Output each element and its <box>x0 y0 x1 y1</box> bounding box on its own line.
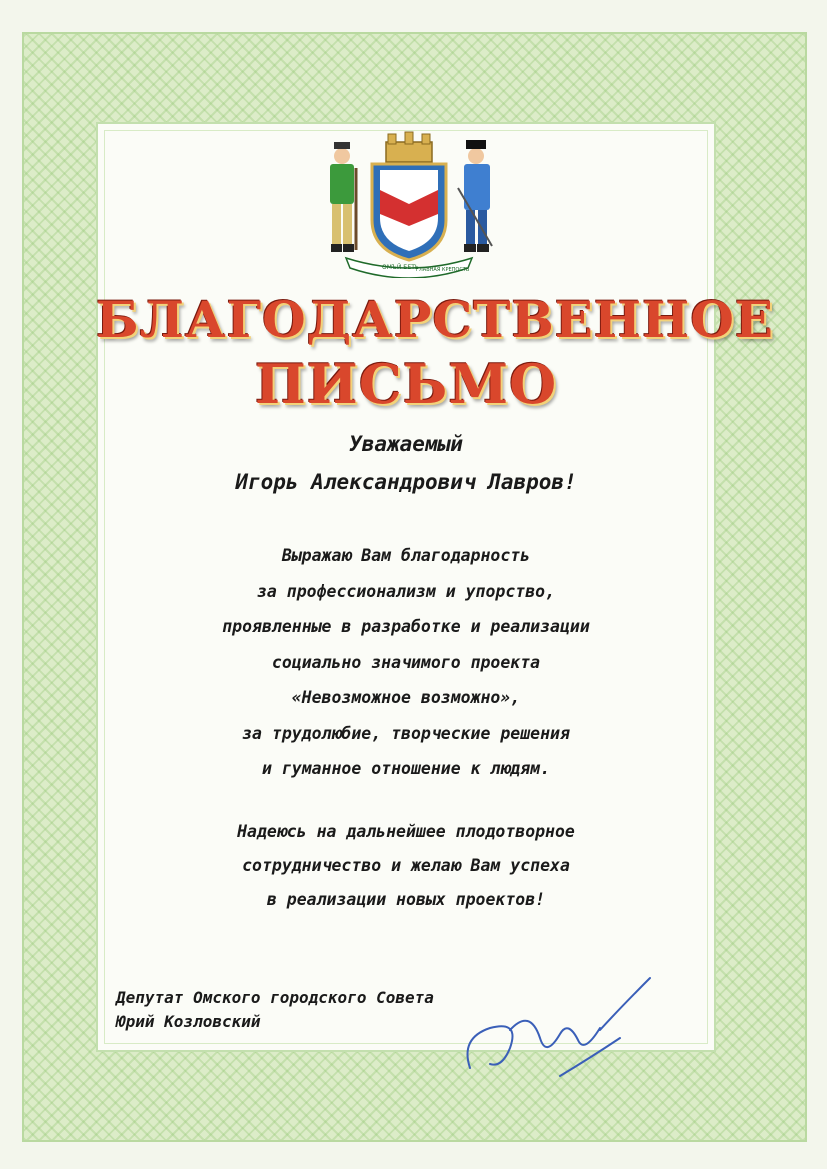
body-line: и гуманное отношение к людям. <box>261 759 551 778</box>
body-line: проявленные в разработке и реализации <box>222 617 590 636</box>
closing-line: в реализации новых проектов! <box>266 890 546 909</box>
handwritten-signature <box>450 968 670 1088</box>
closing-line: Надеюсь на дальнейшее плодотворное <box>237 822 575 841</box>
body-line: за трудолюбие, творческие решения <box>242 723 570 743</box>
shield-icon <box>372 164 446 260</box>
body-line: Выражаю Вам благодарность <box>281 546 531 565</box>
recipient-name: Игорь Александрович Лавров! <box>235 470 577 494</box>
right-supporter-figure <box>458 140 492 252</box>
signer-block <box>116 986 434 1034</box>
letter-closing <box>96 815 716 917</box>
body-line: за профессионализм и упорство, <box>256 581 555 601</box>
letter-body <box>96 538 716 787</box>
closing-line: сотрудничество и желаю Вам успеха <box>242 856 570 875</box>
emblem-motto-left: ОМЪЙ БЕТЬ <box>382 264 419 271</box>
signer-name: Юрий Козловский <box>116 1012 261 1031</box>
left-supporter-figure <box>330 142 356 252</box>
title-line-2: ПИСЬМО <box>254 352 558 416</box>
emblem-motto-right: ГЛАВНАЯ КРЕПОСТЬ <box>416 267 470 273</box>
coat-of-arms-emblem <box>316 128 502 278</box>
greeting-salutation: Уважаемый <box>349 432 463 456</box>
signer-position: Депутат Омского городского Совета <box>116 988 434 1007</box>
title-line-1: БЛАГОДАРСТВЕННОЕ <box>96 290 775 349</box>
body-line: социально значимого проекта <box>271 652 541 672</box>
body-line: «Невозможное возможно», <box>291 688 521 707</box>
mural-crown-icon <box>386 132 432 162</box>
